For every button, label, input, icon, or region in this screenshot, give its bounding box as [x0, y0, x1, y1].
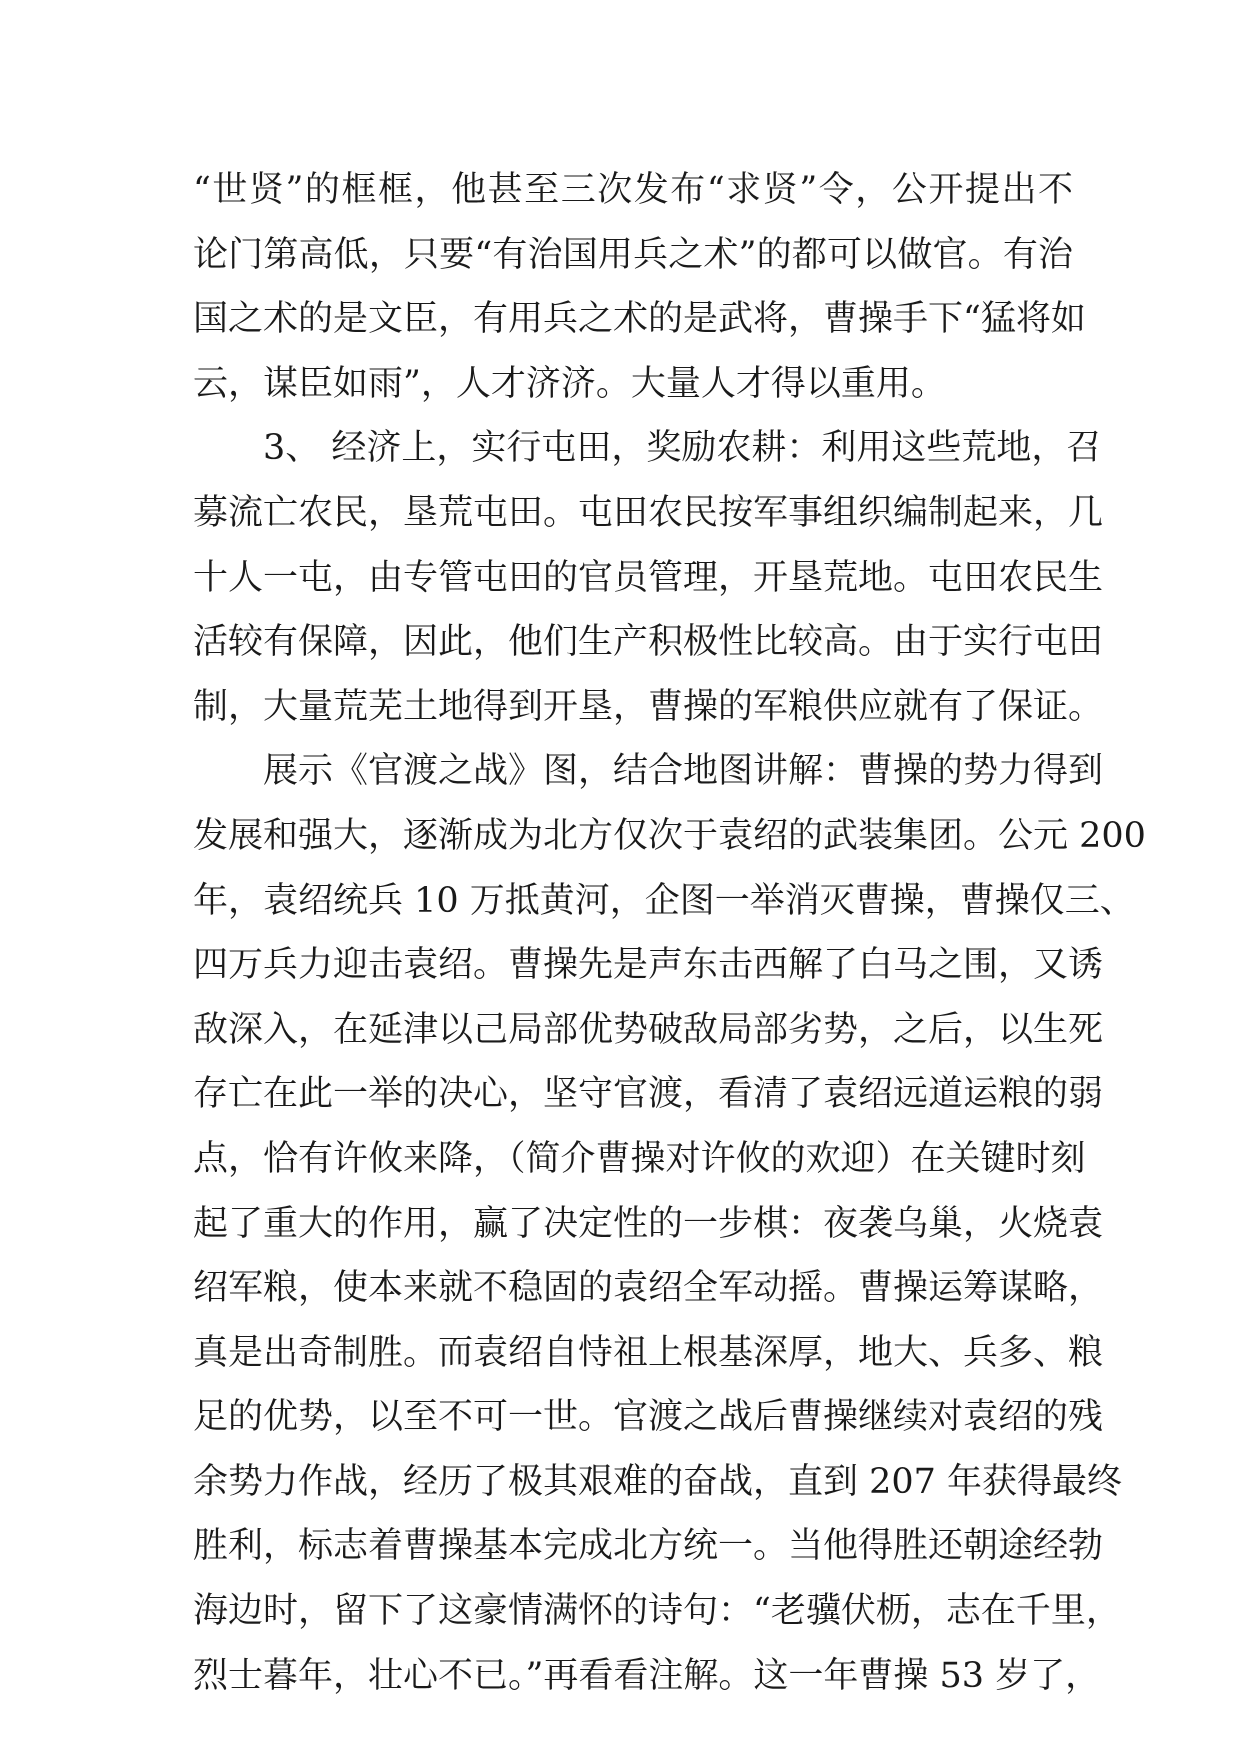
text-line: 国之术的是文臣，有用兵之术的是武将，曹操手下“猛将如 [193, 299, 1086, 340]
text-line: 展示《官渡之战》图，结合地图讲解：曹操的势力得到 [263, 751, 1104, 792]
text-line: 募流亡农民，垦荒屯田。屯田农民按军事组织编制起来，几 [193, 492, 1104, 533]
text-line: 敌深入，在延津以己局部优势破敌局部劣势，之后，以生死 [193, 1009, 1104, 1050]
text-line: 发展和强大，逐渐成为北方仅次于袁绍的武装集团。公元 200 [193, 815, 1146, 856]
text-line: 余势力作战，经历了极其艰难的奋战，直到 207 年获得最终 [193, 1461, 1123, 1502]
text-line: 云，谋臣如雨”，人才济济。大量人才得以重用。 [193, 363, 946, 404]
text-line: 起了重大的作用，赢了决定性的一步棋：夜袭乌巢，火烧袁 [193, 1203, 1104, 1244]
text-line: 十人一屯，由专管屯田的官员管理，开垦荒地。屯田农民生 [193, 557, 1104, 598]
text-line: 制，大量荒芜土地得到开垦，曹操的军粮供应就有了保证。 [193, 686, 1104, 727]
body-text [193, 158, 1146, 1708]
text-line: 年，袁绍统兵 10 万抵黄河，企图一举消灭曹操，曹操仅三、 [193, 880, 1135, 921]
text-line: 3、 经济上，实行屯田，奖励农耕：利用这些荒地，召 [263, 428, 1102, 469]
text-line: 论门第高低，只要“有治国用兵之术”的都可以做官。有治 [193, 234, 1073, 275]
text-line: 烈士暮年，壮心不已。”再看看注解。这一年曹操 53 岁了， [193, 1655, 1101, 1696]
text-line: “世贤”的框框，他甚至三次发布“求贤”令，公开提出不 [193, 170, 1073, 210]
text-line: 点，恰有许攸来降，（简介曹操对许攸的欢迎）在关键时刻 [193, 1138, 1086, 1179]
text-line: 真是出奇制胜。而袁绍自恃祖上根基深厚，地大、兵多、粮 [193, 1332, 1104, 1373]
text-line: 活较有保障，因此，他们生产积极性比较高。由于实行屯田 [193, 622, 1104, 663]
text-line: 足的优势，以至不可一世。官渡之战后曹操继续对袁绍的残 [193, 1397, 1104, 1438]
text-line: 海边时，留下了这豪情满怀的诗句：“老骥伏枥，志在千里， [193, 1591, 1121, 1632]
text-line: 胜利，标志着曹操基本完成北方统一。当他得胜还朝途经勃 [193, 1526, 1104, 1567]
text-line: 存亡在此一举的决心，坚守官渡，看清了袁绍远道运粮的弱 [193, 1074, 1104, 1115]
text-line: 四万兵力迎击袁绍。曹操先是声东击西解了白马之围，又诱 [193, 945, 1104, 986]
text-line: 绍军粮，使本来就不稳固的袁绍全军动摇。曹操运筹谋略， [193, 1268, 1104, 1309]
